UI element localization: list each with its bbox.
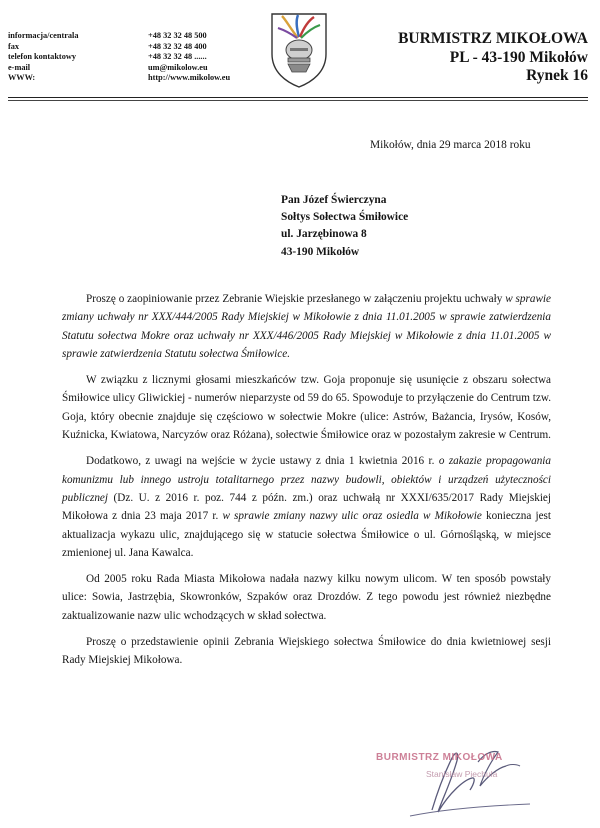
recipient-city: 43-190 Mikołów: [281, 245, 360, 258]
office-address-block: [398, 30, 588, 86]
paragraph-1: [62, 290, 551, 363]
recipient-address: [281, 192, 408, 261]
letter-body: [62, 290, 551, 678]
stamp-name: Stanisław Piechula: [426, 769, 498, 779]
contact-label: fax: [8, 41, 20, 51]
paragraph-text: Proszę o zaopiniowanie przez Zebranie Wiejskie przesłanego w załączeniu projektu uchwały: [86, 293, 506, 305]
contact-label: telefon kontaktowy: [8, 52, 76, 62]
resolution-title: w sprawie zmiany uchwały nr XXX/444/2005 Rady Miejskiej w Mikołowie z dnia 11.01.2005 w sprawie zatwierdzenia Statutu sołectwa Mokre oraz uchwały nr XXX/446/2005 Rady Miejskiej w Mikołowie z dnia 11.01.2005 w sprawie zatwierdzenia Statutu sołectwa Śmiłowice.: [62, 293, 551, 360]
contact-label: e-mail: [8, 62, 31, 72]
paragraph-5: Proszę o przedstawienie opinii Zebrania Wiejskiego sołectwa Śmiłowice do dnia kwietniowej sesji Rady Miejskiej Mikołowa.: [62, 636, 551, 667]
fax-number: +48 32 32 48 400: [148, 41, 207, 51]
coat-of-arms-icon: [268, 10, 330, 90]
contact-labels: [8, 31, 79, 84]
paragraph-2: W związku z licznymi głosami mieszkańców tzw. Goja proponuje się usunięcie z obszaru sołectwa Śmiłowice ulicy Gliwickiej - numerów nieparzyste od 59 do 65. Spowoduje to przyłączenie do Centrum tzw. Goja, który obecnie znajduje się częściowo w sołectwie Mokre (ulice: Astrów, Bażancia, Irysów, Kosów, Kuźnicka, Kwiatowa, Narcyzów oraz Różana), sołectwie Śmiłowice oraz w pozostałym zakresie w Centrum.: [62, 374, 551, 442]
office-street: Rynek 16: [526, 67, 588, 85]
recipient-street: ul. Jarzębinowa 8: [281, 228, 367, 241]
phone-number: +48 32 32 48 500: [148, 31, 207, 40]
header-divider: [8, 97, 588, 98]
email-link[interactable]: um@mikolow.eu: [148, 62, 208, 72]
office-title: BURMISTRZ MIKOŁOWA: [398, 30, 588, 47]
office-postcode: PL - 43-190 Mikołów: [449, 48, 588, 66]
header-divider-thin: [8, 100, 588, 101]
letter-date: Mikołów, dnia 29 marca 2018 roku: [370, 139, 531, 151]
paragraph-text: Dodatkowo, z uwagi na wejście w życie ustawy z dnia 1 kwietnia 2016 r.: [86, 455, 439, 468]
resolution-title: w sprawie zmiany nazwy ulic oraz osiedla w Mikołowie: [222, 510, 482, 523]
recipient-name: Pan Józef Świerczyna: [281, 194, 387, 206]
paragraph-3: [62, 452, 551, 562]
contact-phone: +48 32 32 48 ......: [148, 52, 207, 62]
paragraph-text: (Dz. U. z 2016 r. poz. 744 z późn. zm.) oraz uchwałą nr XXXI/635/2017 Rady Miejskiej Mikołowa z dnia 23 maja 2017 r.: [62, 491, 551, 523]
paragraph-4: Od 2005 roku Rada Miasta Mikołowa nadała nazwy kilku nowym ulicom. W ten sposób powstały ulice: Sowia, Jastrzębia, Skowronków, Szpaków oraz Drozdów. Z tego powodu jest również niezbędne zaktualizowanie nazw ulic wchodzących w skład sołectwa.: [62, 573, 551, 622]
recipient-title: Sołtys Sołectwa Śmiłowice: [281, 211, 409, 224]
contact-values: [148, 31, 230, 84]
paragraph-text: konieczna jest aktualizacja wykazu ulic, znajdującego się w statucie sołectwa Śmiłowice o ul. Górnośląską, w miejsce zmienionej ul. Jana Kawalca.: [62, 510, 551, 559]
contact-label: informacja/centrala: [8, 31, 79, 40]
website-link[interactable]: http://www.mikolow.eu: [148, 73, 231, 83]
stamp-title: BURMISTRZ MIKOŁOWA: [376, 752, 503, 763]
act-title: o zakazie propagowania komunizmu lub innego ustroju totalitarnego przez nazwy budowli, obiektów i urządzeń użyteczności publicznej: [62, 455, 551, 504]
contact-label: WWW:: [8, 73, 36, 83]
